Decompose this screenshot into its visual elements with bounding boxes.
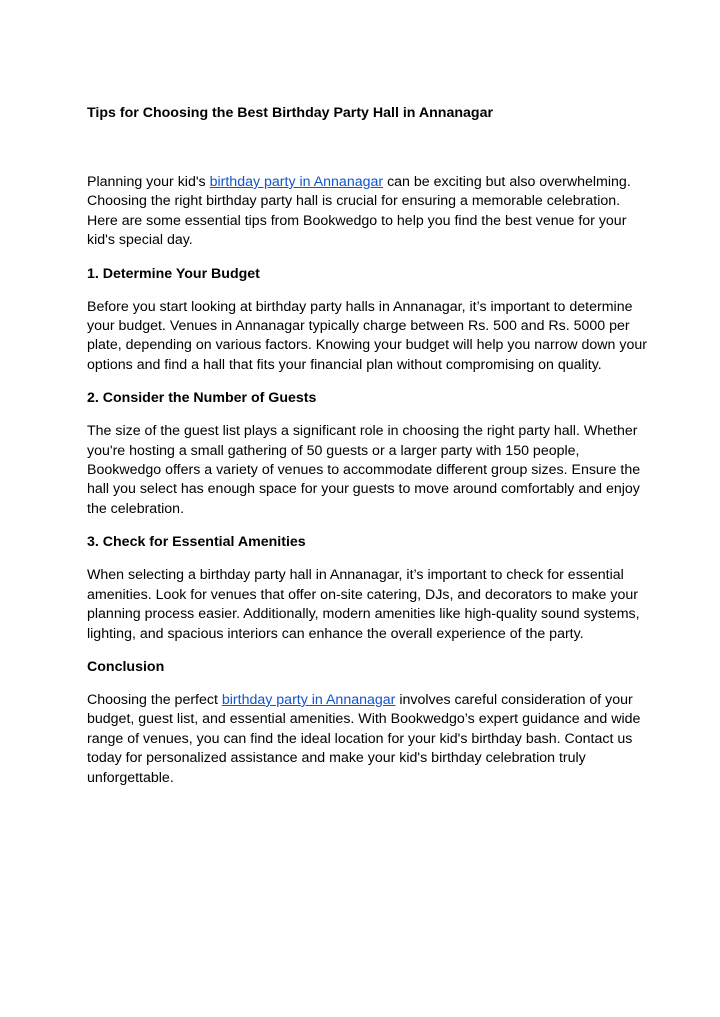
intro-birthday-party-link[interactable]: birthday party in Annanagar bbox=[209, 174, 384, 190]
conclusion-heading: Conclusion bbox=[87, 658, 165, 675]
section-body-budget: Before you start looking at birthday party halls in Annanagar, it’s important to determine your budget. Venues in Annanagar typically charge between Rs. 500 and Rs. 5000 per plate, depending on various factors. Knowing your budget will help you narrow down your options and find a hall that fits your financial plan without compromising on quality. bbox=[87, 298, 647, 373]
intro-text-after-link: can be exciting but also overwhelming. Choosing the right birthday party hall is crucial for ensuring a memorable celebration. Here are some essential tips from Bookwedgo to help you find the best venue for your kid's special day. bbox=[87, 174, 631, 249]
section-heading-guests: 2. Consider the Number of Guests bbox=[87, 390, 317, 407]
document-title: Tips for Choosing the Best Birthday Party Hall in Annanagar bbox=[87, 105, 493, 121]
document-content bbox=[87, 104, 647, 788]
intro-paragraph bbox=[87, 173, 647, 251]
section-heading-amenities: 3. Check for Essential Amenities bbox=[87, 534, 306, 551]
section-body-guests: The size of the guest list plays a significant role in choosing the right party hall. Whether you're hosting a small gathering of 50 guests or a larger party with 150 people, Bookwedgo offers a variety of venues to accommodate different group sizes. Ensure the hall you select has enough space for your guests to move around comfortably and enjoy the celebration. bbox=[87, 423, 641, 517]
conclusion-text-after-link: involves careful consideration of your budget, guest list, and essential amenities. With Bookwedgo’s expert guidance and wide range of venues, you can find the ideal location for your kid's birthday bash. Contact us today for personalized assistance and make your kid's birthday celebration truly unforgettable. bbox=[87, 691, 641, 786]
section-heading-budget: 1. Determine Your Budget bbox=[87, 265, 260, 282]
conclusion-paragraph bbox=[87, 691, 647, 788]
intro-text-before-link: Planning your kid's bbox=[87, 174, 210, 190]
section-body-amenities: When selecting a birthday party hall in Annanagar, it’s important to check for essential amenities. Look for venues that offer on-site catering, DJs, and decorators to make your planning process easier. Additionally, modern amenities like high-quality sound systems, lighting, and spacious interiors can enhance the overall experience of the party. bbox=[87, 567, 640, 642]
conclusion-birthday-party-link[interactable]: birthday party in Annanagar bbox=[221, 691, 396, 708]
conclusion-text-before-link: Choosing the perfect bbox=[87, 691, 222, 708]
